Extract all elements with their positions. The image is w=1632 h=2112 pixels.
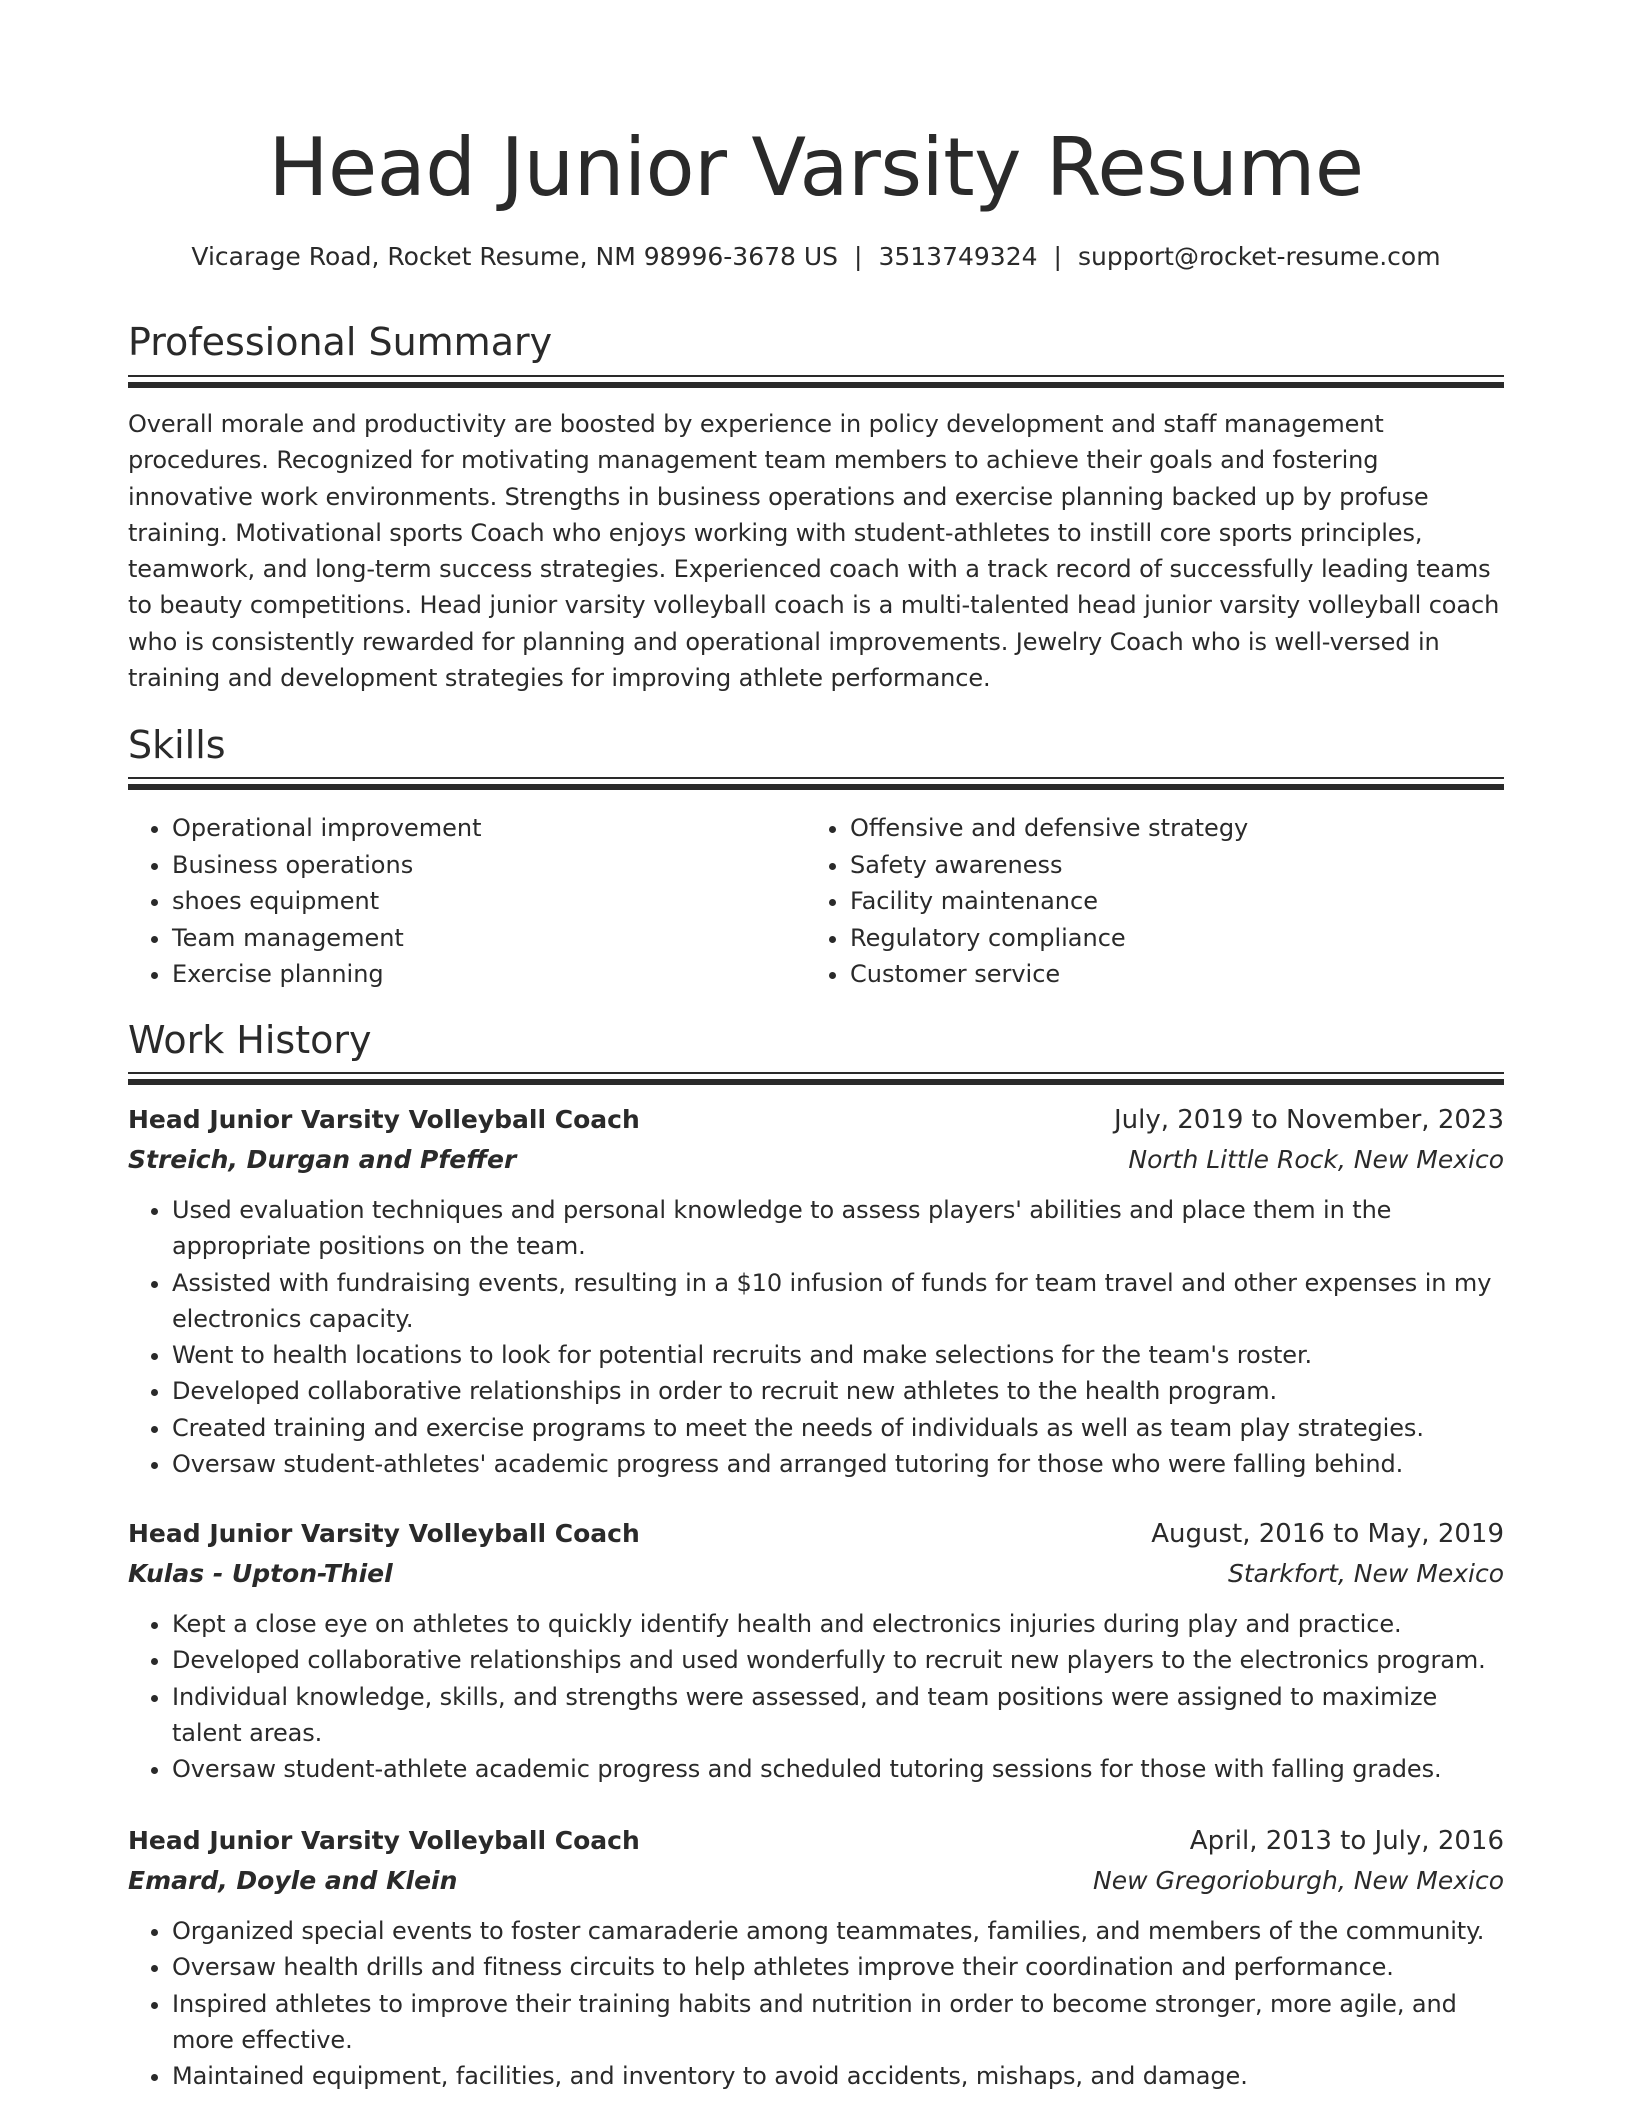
job-duty: • Assisted with fundraising events, resulting in a $10 infusion of funds for team travel and other expenses in my electronics capacity. [172,1265,1504,1338]
job-duties [128,1192,1504,1482]
job-duty: • Kept a close eye on athletes to quickly identify health and electronics injuries during play and practice. [172,1606,1504,1642]
contact-line [128,240,1504,274]
contact-address: Vicarage Road, Rocket Resume, NM 98996-3678 US [191,242,839,271]
work-history-divider [128,1072,1504,1085]
job-company-row [128,1140,1504,1180]
job-duty: • Went to health locations to look for potential recruits and make selections for the team's roster. [172,1337,1504,1373]
contact-phone: 3513749324 [878,242,1038,271]
job-duty: • Individual knowledge, skills, and strengths were assessed, and team positions were assigned to maximize talent areas. [172,1679,1504,1752]
summary-text: Overall morale and productivity are boosted by experience in policy development and staff management procedures. Recognized for motivating management team members to achieve their goals and fostering innovative work environments. Strengths in business operations and exercise planning backed up by profuse training. Motivational sports Coach who enjoys working with student-athletes to instill core sports principles, teamwork, and long-term success strategies. Experienced coach with a track record of successfully leading teams to beauty competitions. Head junior varsity volleyball coach is a multi-talented head junior varsity volleyball coach who is consistently rewarded for planning and operational improvements. Jewelry Coach who is well-versed in training and development strategies for improving athlete performance. [128,410,1500,693]
job-duty: • Maintained equipment, facilities, and inventory to avoid accidents, mishaps, and damage. [172,2058,1504,2094]
job-duty: • Developed collaborative relationships and used wonderfully to recruit new players to the electronics program. [172,1642,1504,1678]
job-duty: • Created training and exercise programs to meet the needs of individuals as well as team play strategies. [172,1410,1504,1446]
job-duty: • Oversaw health drills and fitness circuits to help athletes improve their coordination and performance. [172,1949,1504,1985]
job-location: North Little Rock, New Mexico [1128,1145,1504,1174]
job-company: Emard, Doyle and Klein [128,1866,458,1895]
job-duty: • Used evaluation techniques and personal knowledge to assess players' abilities and place them in the appropriate positions on the team. [172,1192,1504,1265]
skill-item: • Business operations [172,847,812,884]
skills-column-right [806,810,1490,993]
job-title: Head Junior Varsity Volleyball Coach [128,1105,640,1134]
job-title: Head Junior Varsity Volleyball Coach [128,1519,640,1548]
job-company-row [128,1861,1504,1901]
job-company: Kulas - Upton-Thiel [128,1559,393,1588]
skill-item: • Exercise planning [172,956,812,993]
job-location: New Gregorioburgh, New Mexico [1093,1866,1504,1895]
job-duty: • Organized special events to foster camaraderie among teammates, families, and members of the community. [172,1913,1504,1949]
resume-name: Head Junior Varsity Resume [268,121,1364,214]
job-duty: • Inspired athletes to improve their training habits and nutrition in order to become stronger, more agile, and more effective. [172,1986,1504,2059]
skills-heading: Skills [128,723,226,767]
job-company: Streich, Durgan and Pfeffer [128,1145,517,1174]
job-location: Starkfort, New Mexico [1227,1559,1504,1588]
skill-item: • Facility maintenance [850,883,1490,920]
job-duty: • Developed collaborative relationships in order to recruit new athletes to the health program. [172,1373,1504,1409]
summary-divider [128,375,1504,388]
job-duty: • Oversaw student-athletes' academic progress and arranged tutoring for those who were falling behind. [172,1446,1504,1482]
job-dates: July, 2019 to November, 2023 [1113,1105,1504,1135]
job-title-row [128,1821,1504,1861]
skill-item: • Operational improvement [172,810,812,847]
job-company-row [128,1554,1504,1594]
summary-heading: Professional Summary [128,320,553,364]
job-entry [128,1514,1504,1787]
contact-separator: | [854,242,863,271]
skill-item: • Offensive and defensive strategy [850,810,1490,847]
job-duties [128,1913,1504,2094]
skills-list [128,810,1504,1000]
skill-item: • Regulatory compliance [850,920,1490,957]
work-history-heading: Work History [128,1018,372,1062]
skill-item: • shoes equipment [172,883,812,920]
job-title-row [128,1100,1504,1140]
skill-item: • Team management [172,920,812,957]
job-dates: August, 2016 to May, 2019 [1151,1519,1504,1549]
contact-email[interactable]: support@rocket-resume.com [1077,242,1441,271]
skills-divider [128,777,1504,790]
job-title-row [128,1514,1504,1554]
job-dates: April, 2013 to July, 2016 [1189,1826,1504,1856]
job-entry [128,1100,1504,1482]
job-title: Head Junior Varsity Volleyball Coach [128,1826,640,1855]
job-duties [128,1606,1504,1787]
skill-item: • Customer service [850,956,1490,993]
job-duty: • Oversaw student-athlete academic progress and scheduled tutoring sessions for those with falling grades. [172,1751,1504,1787]
job-entry [128,1821,1504,2094]
skills-column-left [128,810,812,993]
skill-item: • Safety awareness [850,847,1490,884]
contact-separator: | [1053,242,1062,271]
